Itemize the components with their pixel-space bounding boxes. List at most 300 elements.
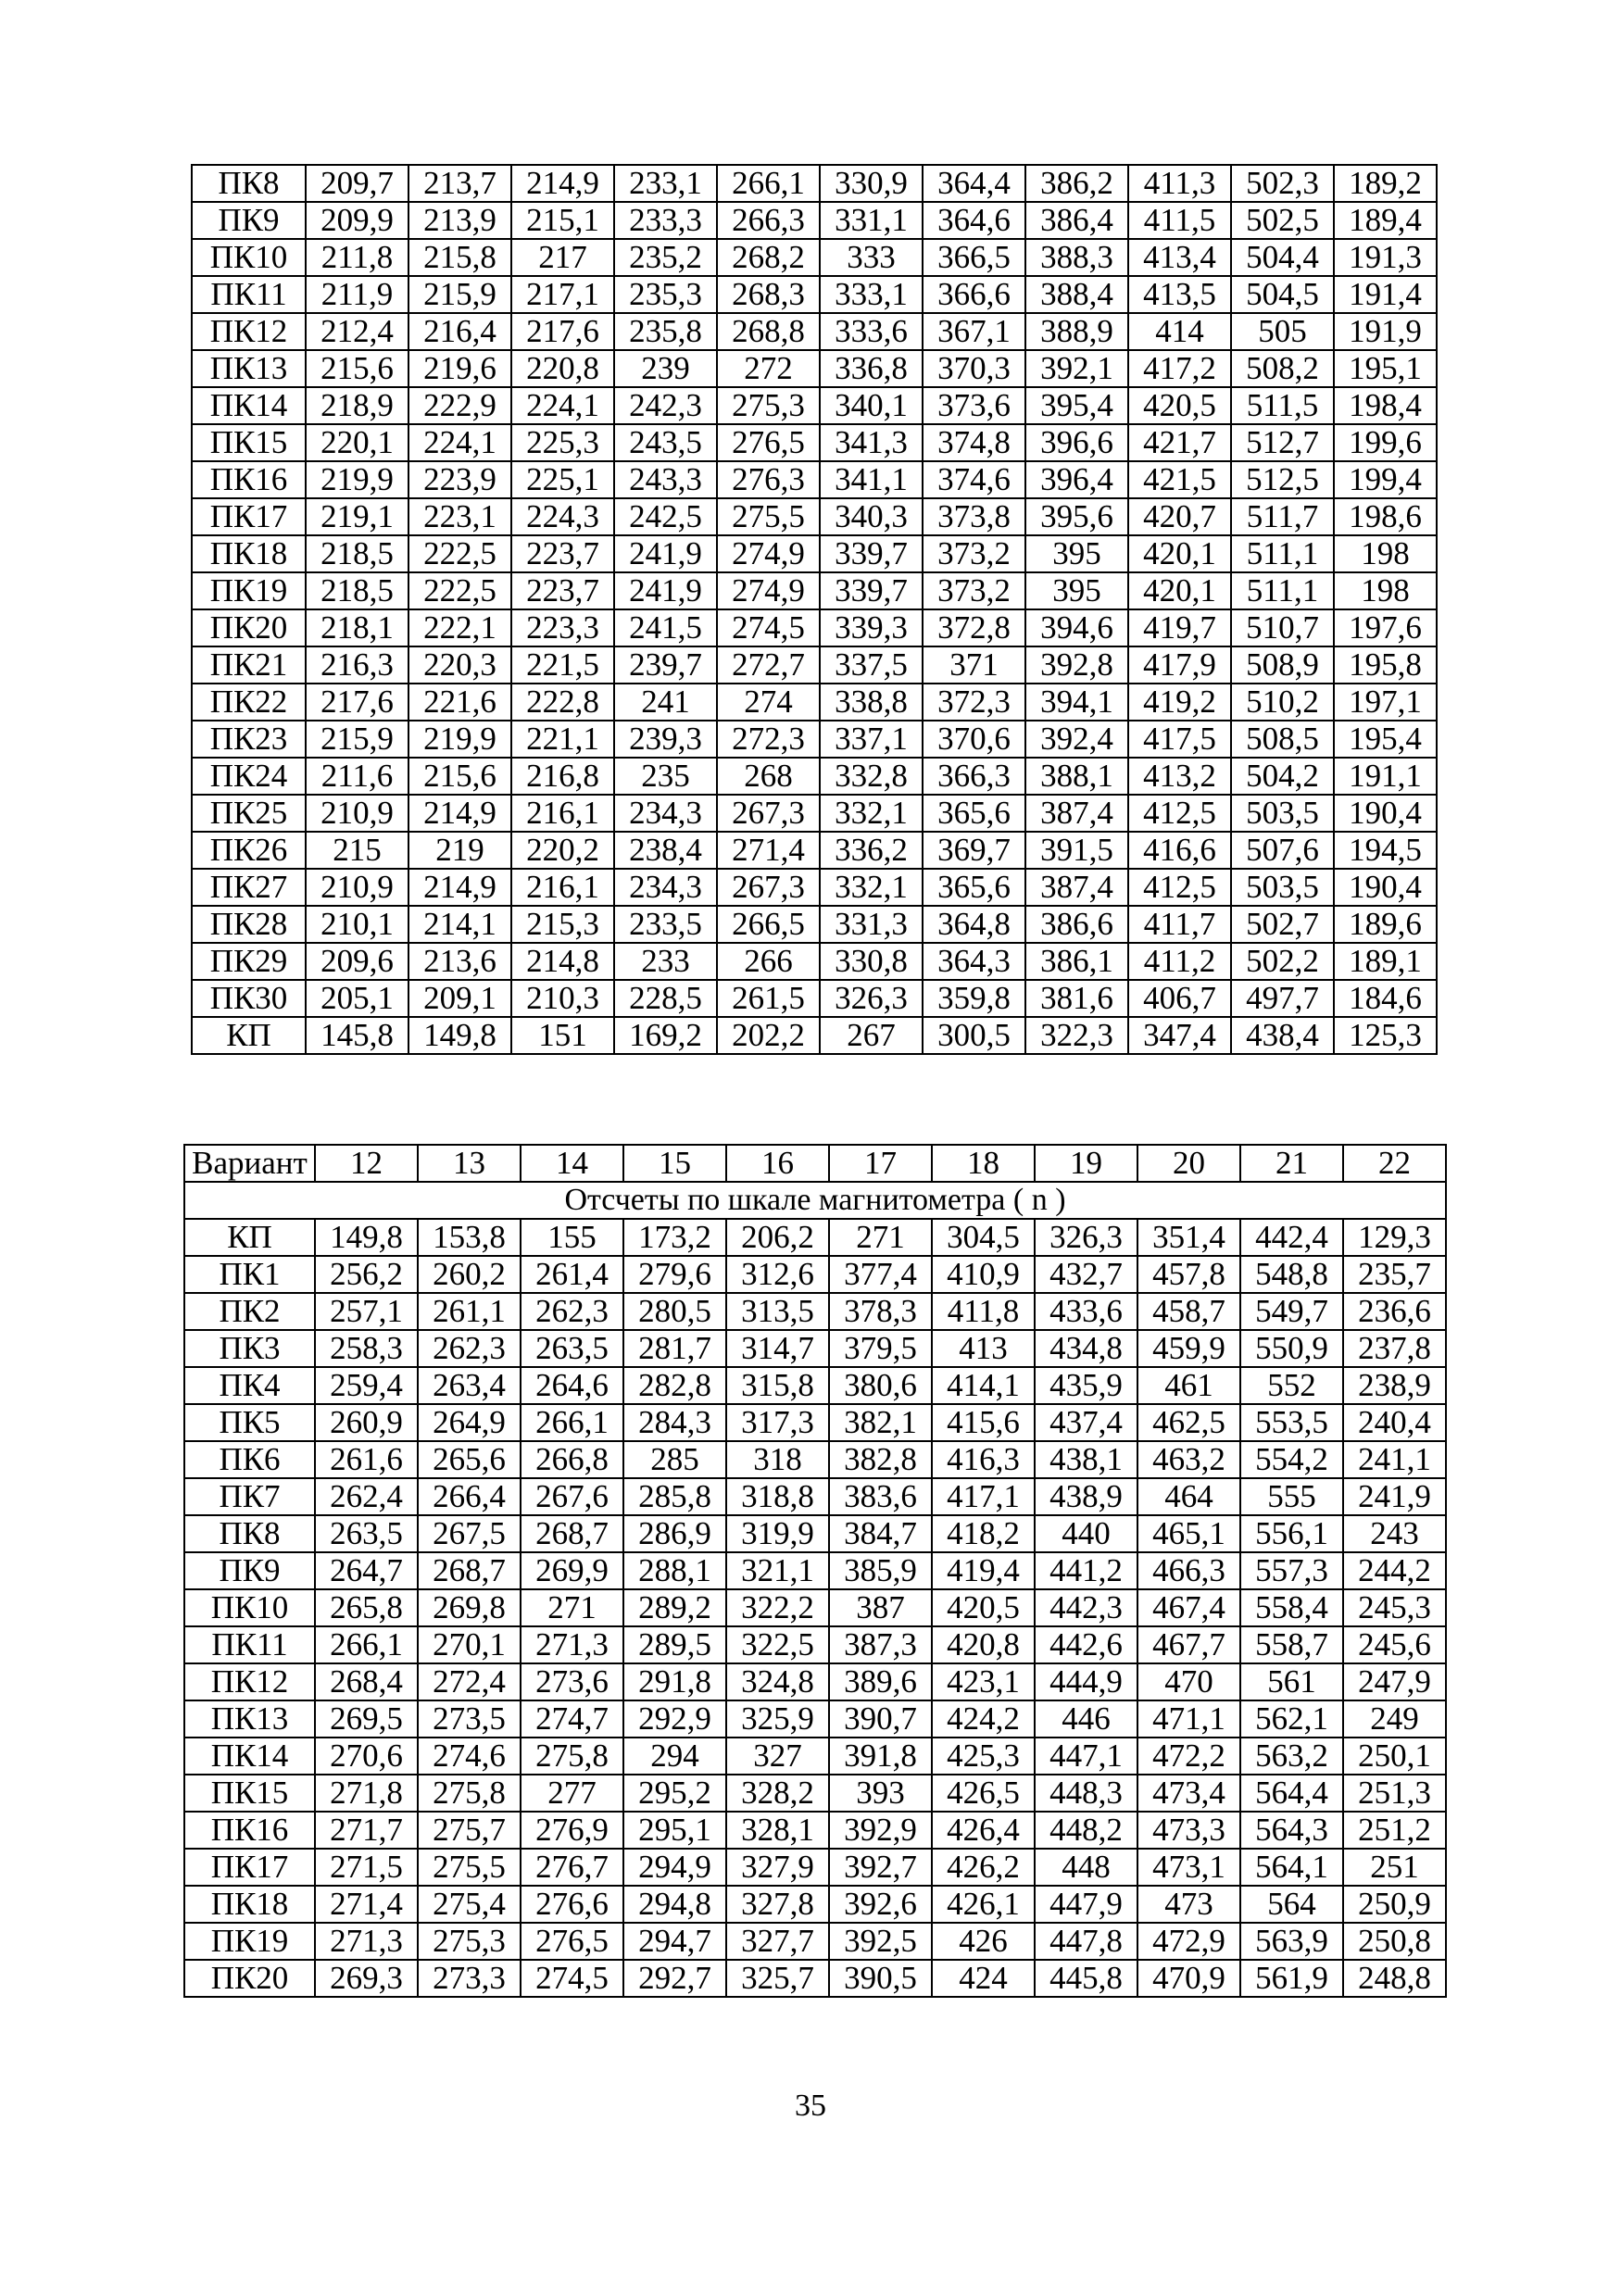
variant-number-cell: 21 xyxy=(1240,1145,1343,1182)
value-cell: 215,9 xyxy=(408,276,511,313)
row-label-cell: ПК9 xyxy=(184,1552,315,1589)
value-cell: 270,1 xyxy=(418,1626,521,1663)
value-cell: 274,5 xyxy=(717,609,820,646)
value-cell: 275,8 xyxy=(418,1775,521,1812)
value-cell: 205,1 xyxy=(306,980,408,1017)
value-cell: 421,7 xyxy=(1128,424,1231,461)
value-cell: 336,8 xyxy=(820,350,923,387)
value-cell: 211,8 xyxy=(306,239,408,276)
row-label-cell: ПК13 xyxy=(192,350,306,387)
value-cell: 365,6 xyxy=(923,795,1025,832)
value-cell: 276,7 xyxy=(521,1849,623,1886)
table-row xyxy=(184,1478,1446,1515)
value-cell: 262,4 xyxy=(315,1478,418,1515)
value-cell: 347,4 xyxy=(1128,1017,1231,1054)
value-cell: 271 xyxy=(829,1219,932,1256)
value-cell: 271,4 xyxy=(315,1886,418,1923)
table-row xyxy=(192,795,1437,832)
row-label-cell: ПК11 xyxy=(184,1626,315,1663)
value-cell: 313,5 xyxy=(726,1293,829,1330)
value-cell: 420,5 xyxy=(932,1589,1035,1626)
row-label-cell: ПК12 xyxy=(184,1663,315,1700)
value-cell: 414 xyxy=(1128,313,1231,350)
bottom-table-head xyxy=(184,1145,1446,1219)
value-cell: 265,6 xyxy=(418,1441,521,1478)
value-cell: 267 xyxy=(820,1017,923,1054)
value-cell: 550,9 xyxy=(1240,1330,1343,1367)
value-cell: 391,8 xyxy=(829,1738,932,1775)
value-cell: 275,4 xyxy=(418,1886,521,1923)
value-cell: 511,7 xyxy=(1231,498,1334,535)
value-cell: 497,7 xyxy=(1231,980,1334,1017)
value-cell: 275,3 xyxy=(717,387,820,424)
value-cell: 351,4 xyxy=(1137,1219,1240,1256)
value-cell: 420,7 xyxy=(1128,498,1231,535)
value-cell: 390,5 xyxy=(829,1960,932,1997)
value-cell: 241,9 xyxy=(614,572,717,609)
table-row xyxy=(184,1960,1446,1997)
value-cell: 511,1 xyxy=(1231,535,1334,572)
value-cell: 367,1 xyxy=(923,313,1025,350)
value-cell: 426 xyxy=(932,1923,1035,1960)
value-cell: 465,1 xyxy=(1137,1515,1240,1552)
row-label-cell: ПК18 xyxy=(192,535,306,572)
value-cell: 330,8 xyxy=(820,943,923,980)
value-cell: 261,5 xyxy=(717,980,820,1017)
value-cell: 321,1 xyxy=(726,1552,829,1589)
value-cell: 438,4 xyxy=(1231,1017,1334,1054)
table-row xyxy=(184,1812,1446,1849)
value-cell: 269,8 xyxy=(418,1589,521,1626)
value-cell: 209,6 xyxy=(306,943,408,980)
value-cell: 274,9 xyxy=(717,572,820,609)
value-cell: 272,3 xyxy=(717,721,820,758)
value-cell: 220,8 xyxy=(511,350,614,387)
value-cell: 412,5 xyxy=(1128,795,1231,832)
value-cell: 266,1 xyxy=(521,1404,623,1441)
value-cell: 395,6 xyxy=(1025,498,1128,535)
value-cell: 210,9 xyxy=(306,869,408,906)
row-label-cell: ПК16 xyxy=(192,461,306,498)
row-label-cell: ПК20 xyxy=(192,609,306,646)
value-cell: 195,1 xyxy=(1334,350,1437,387)
value-cell: 387,4 xyxy=(1025,795,1128,832)
value-cell: 257,1 xyxy=(315,1293,418,1330)
value-cell: 417,2 xyxy=(1128,350,1231,387)
value-cell: 294,7 xyxy=(623,1923,726,1960)
value-cell: 235,8 xyxy=(614,313,717,350)
value-cell: 219,9 xyxy=(408,721,511,758)
row-label-cell: ПК22 xyxy=(192,684,306,721)
table-row xyxy=(184,1441,1446,1478)
value-cell: 215,6 xyxy=(408,758,511,795)
value-cell: 322,5 xyxy=(726,1626,829,1663)
row-label-cell: ПК30 xyxy=(192,980,306,1017)
value-cell: 215,8 xyxy=(408,239,511,276)
value-cell: 289,2 xyxy=(623,1589,726,1626)
value-cell: 268,2 xyxy=(717,239,820,276)
value-cell: 388,9 xyxy=(1025,313,1128,350)
value-cell: 222,5 xyxy=(408,572,511,609)
value-cell: 266,5 xyxy=(717,906,820,943)
value-cell: 420,8 xyxy=(932,1626,1035,1663)
value-cell: 387,4 xyxy=(1025,869,1128,906)
value-cell: 549,7 xyxy=(1240,1293,1343,1330)
value-cell: 341,1 xyxy=(820,461,923,498)
value-cell: 263,5 xyxy=(521,1330,623,1367)
value-cell: 224,1 xyxy=(408,424,511,461)
value-cell: 250,8 xyxy=(1343,1923,1446,1960)
value-cell: 219,6 xyxy=(408,350,511,387)
value-cell: 275,8 xyxy=(521,1738,623,1775)
value-cell: 419,2 xyxy=(1128,684,1231,721)
value-cell: 406,7 xyxy=(1128,980,1231,1017)
value-cell: 211,9 xyxy=(306,276,408,313)
value-cell: 332,8 xyxy=(820,758,923,795)
value-cell: 235,3 xyxy=(614,276,717,313)
value-cell: 558,7 xyxy=(1240,1626,1343,1663)
value-cell: 327 xyxy=(726,1738,829,1775)
value-cell: 432,7 xyxy=(1035,1256,1137,1293)
value-cell: 271,7 xyxy=(315,1812,418,1849)
value-cell: 420,5 xyxy=(1128,387,1231,424)
value-cell: 282,8 xyxy=(623,1367,726,1404)
value-cell: 215,6 xyxy=(306,350,408,387)
value-cell: 445,8 xyxy=(1035,1960,1137,1997)
value-cell: 364,3 xyxy=(923,943,1025,980)
value-cell: 259,4 xyxy=(315,1367,418,1404)
value-cell: 504,5 xyxy=(1231,276,1334,313)
table-caption: Отсчеты по шкале магнитометра ( n ) xyxy=(184,1182,1446,1219)
row-label-cell: ПК17 xyxy=(184,1849,315,1886)
row-label-cell: ПК16 xyxy=(184,1812,315,1849)
value-cell: 392,8 xyxy=(1025,646,1128,684)
value-cell: 366,3 xyxy=(923,758,1025,795)
value-cell: 149,8 xyxy=(315,1219,418,1256)
value-cell: 210,9 xyxy=(306,795,408,832)
value-cell: 271,3 xyxy=(521,1626,623,1663)
value-cell: 268,7 xyxy=(521,1515,623,1552)
value-cell: 447,9 xyxy=(1035,1886,1137,1923)
value-cell: 395,4 xyxy=(1025,387,1128,424)
value-cell: 327,7 xyxy=(726,1923,829,1960)
value-cell: 372,3 xyxy=(923,684,1025,721)
value-cell: 377,4 xyxy=(829,1256,932,1293)
value-cell: 341,3 xyxy=(820,424,923,461)
value-cell: 411,7 xyxy=(1128,906,1231,943)
row-label-cell: ПК19 xyxy=(184,1923,315,1960)
value-cell: 240,4 xyxy=(1343,1404,1446,1441)
value-cell: 448,3 xyxy=(1035,1775,1137,1812)
value-cell: 374,6 xyxy=(923,461,1025,498)
table-row xyxy=(184,1626,1446,1663)
value-cell: 261,6 xyxy=(315,1441,418,1478)
value-cell: 242,3 xyxy=(614,387,717,424)
value-cell: 275,3 xyxy=(418,1923,521,1960)
bottom-readings-table xyxy=(183,1144,1447,1998)
value-cell: 272,4 xyxy=(418,1663,521,1700)
value-cell: 277 xyxy=(521,1775,623,1812)
value-cell: 219,1 xyxy=(306,498,408,535)
table-row xyxy=(192,239,1437,276)
value-cell: 396,6 xyxy=(1025,424,1128,461)
value-cell: 322,3 xyxy=(1025,1017,1128,1054)
value-cell: 276,5 xyxy=(717,424,820,461)
row-label-cell: ПК12 xyxy=(192,313,306,350)
value-cell: 216,3 xyxy=(306,646,408,684)
value-cell: 364,8 xyxy=(923,906,1025,943)
value-cell: 260,9 xyxy=(315,1404,418,1441)
value-cell: 218,9 xyxy=(306,387,408,424)
value-cell: 503,5 xyxy=(1231,795,1334,832)
table-row xyxy=(192,646,1437,684)
value-cell: 382,1 xyxy=(829,1404,932,1441)
value-cell: 263,4 xyxy=(418,1367,521,1404)
value-cell: 561,9 xyxy=(1240,1960,1343,1997)
caption-row xyxy=(184,1182,1446,1219)
value-cell: 473,3 xyxy=(1137,1812,1240,1849)
value-cell: 502,3 xyxy=(1231,165,1334,202)
value-cell: 473,4 xyxy=(1137,1775,1240,1812)
value-cell: 417,9 xyxy=(1128,646,1231,684)
value-cell: 504,2 xyxy=(1231,758,1334,795)
value-cell: 266 xyxy=(717,943,820,980)
value-cell: 206,2 xyxy=(726,1219,829,1256)
value-cell: 470,9 xyxy=(1137,1960,1240,1997)
value-cell: 235 xyxy=(614,758,717,795)
value-cell: 512,5 xyxy=(1231,461,1334,498)
value-cell: 258,3 xyxy=(315,1330,418,1367)
value-cell: 365,6 xyxy=(923,869,1025,906)
value-cell: 467,4 xyxy=(1137,1589,1240,1626)
table-row xyxy=(184,1663,1446,1700)
value-cell: 373,2 xyxy=(923,535,1025,572)
value-cell: 235,2 xyxy=(614,239,717,276)
value-cell: 392,5 xyxy=(829,1923,932,1960)
value-cell: 322,2 xyxy=(726,1589,829,1626)
value-cell: 197,6 xyxy=(1334,609,1437,646)
value-cell: 211,6 xyxy=(306,758,408,795)
value-cell: 190,4 xyxy=(1334,869,1437,906)
row-label-cell: ПК6 xyxy=(184,1441,315,1478)
value-cell: 274,5 xyxy=(521,1960,623,1997)
table-row xyxy=(184,1404,1446,1441)
value-cell: 473,1 xyxy=(1137,1849,1240,1886)
value-cell: 285 xyxy=(623,1441,726,1478)
row-label-cell: ПК13 xyxy=(184,1700,315,1738)
value-cell: 214,9 xyxy=(511,165,614,202)
value-cell: 248,8 xyxy=(1343,1960,1446,1997)
value-cell: 214,1 xyxy=(408,906,511,943)
bottom-table-body xyxy=(184,1219,1446,1997)
value-cell: 264,9 xyxy=(418,1404,521,1441)
value-cell: 557,3 xyxy=(1240,1552,1343,1589)
row-label-cell: ПК10 xyxy=(192,239,306,276)
page-number: 35 xyxy=(795,2089,826,2123)
table-row xyxy=(184,1849,1446,1886)
row-label-cell: ПК21 xyxy=(192,646,306,684)
value-cell: 222,5 xyxy=(408,535,511,572)
row-label-cell: ПК26 xyxy=(192,832,306,869)
value-cell: 215,1 xyxy=(511,202,614,239)
value-cell: 564,4 xyxy=(1240,1775,1343,1812)
value-cell: 442,3 xyxy=(1035,1589,1137,1626)
value-cell: 564 xyxy=(1240,1886,1343,1923)
value-cell: 395 xyxy=(1025,535,1128,572)
value-cell: 473 xyxy=(1137,1886,1240,1923)
value-cell: 511,5 xyxy=(1231,387,1334,424)
variant-label-cell: Вариант xyxy=(184,1145,315,1182)
value-cell: 442,6 xyxy=(1035,1626,1137,1663)
value-cell: 202,2 xyxy=(717,1017,820,1054)
value-cell: 272,7 xyxy=(717,646,820,684)
value-cell: 273,5 xyxy=(418,1700,521,1738)
value-cell: 275,7 xyxy=(418,1812,521,1849)
value-cell: 194,5 xyxy=(1334,832,1437,869)
value-cell: 221,1 xyxy=(511,721,614,758)
value-cell: 267,3 xyxy=(717,869,820,906)
value-cell: 217 xyxy=(511,239,614,276)
value-cell: 502,5 xyxy=(1231,202,1334,239)
variant-number-cell: 15 xyxy=(623,1145,726,1182)
value-cell: 249 xyxy=(1343,1700,1446,1738)
value-cell: 233,3 xyxy=(614,202,717,239)
value-cell: 413 xyxy=(932,1330,1035,1367)
value-cell: 216,1 xyxy=(511,869,614,906)
value-cell: 149,8 xyxy=(408,1017,511,1054)
value-cell: 324,8 xyxy=(726,1663,829,1700)
value-cell: 155 xyxy=(521,1219,623,1256)
value-cell: 386,4 xyxy=(1025,202,1128,239)
value-cell: 268 xyxy=(717,758,820,795)
value-cell: 222,1 xyxy=(408,609,511,646)
value-cell: 129,3 xyxy=(1343,1219,1446,1256)
value-cell: 395 xyxy=(1025,572,1128,609)
table-row xyxy=(184,1515,1446,1552)
value-cell: 338,8 xyxy=(820,684,923,721)
value-cell: 222,9 xyxy=(408,387,511,424)
value-cell: 189,2 xyxy=(1334,165,1437,202)
table-row xyxy=(192,758,1437,795)
value-cell: 209,9 xyxy=(306,202,408,239)
value-cell: 387 xyxy=(829,1589,932,1626)
row-label-cell: КП xyxy=(184,1219,315,1256)
value-cell: 238,9 xyxy=(1343,1367,1446,1404)
table-row xyxy=(192,609,1437,646)
value-cell: 233,1 xyxy=(614,165,717,202)
value-cell: 261,4 xyxy=(521,1256,623,1293)
value-cell: 269,3 xyxy=(315,1960,418,1997)
value-cell: 274,9 xyxy=(717,535,820,572)
value-cell: 340,3 xyxy=(820,498,923,535)
table-row xyxy=(192,461,1437,498)
value-cell: 336,2 xyxy=(820,832,923,869)
value-cell: 442,4 xyxy=(1240,1219,1343,1256)
table-row xyxy=(184,1552,1446,1589)
value-cell: 438,1 xyxy=(1035,1441,1137,1478)
value-cell: 251,3 xyxy=(1343,1775,1446,1812)
value-cell: 267,5 xyxy=(418,1515,521,1552)
row-label-cell: ПК10 xyxy=(184,1589,315,1626)
value-cell: 234,3 xyxy=(614,869,717,906)
value-cell: 262,3 xyxy=(521,1293,623,1330)
value-cell: 388,1 xyxy=(1025,758,1128,795)
value-cell: 461 xyxy=(1137,1367,1240,1404)
value-cell: 396,4 xyxy=(1025,461,1128,498)
value-cell: 364,6 xyxy=(923,202,1025,239)
value-cell: 266,3 xyxy=(717,202,820,239)
value-cell: 281,7 xyxy=(623,1330,726,1367)
value-cell: 189,6 xyxy=(1334,906,1437,943)
value-cell: 191,4 xyxy=(1334,276,1437,313)
value-cell: 426,2 xyxy=(932,1849,1035,1886)
variant-number-cell: 19 xyxy=(1035,1145,1137,1182)
value-cell: 502,2 xyxy=(1231,943,1334,980)
value-cell: 314,7 xyxy=(726,1330,829,1367)
value-cell: 271,8 xyxy=(315,1775,418,1812)
value-cell: 446 xyxy=(1035,1700,1137,1738)
value-cell: 295,1 xyxy=(623,1812,726,1849)
table-row xyxy=(192,313,1437,350)
value-cell: 267,6 xyxy=(521,1478,623,1515)
row-label-cell: ПК19 xyxy=(192,572,306,609)
value-cell: 220,2 xyxy=(511,832,614,869)
value-cell: 315,8 xyxy=(726,1367,829,1404)
value-cell: 327,9 xyxy=(726,1849,829,1886)
value-cell: 378,3 xyxy=(829,1293,932,1330)
value-cell: 410,9 xyxy=(932,1256,1035,1293)
row-label-cell: ПК20 xyxy=(184,1960,315,1997)
table-row xyxy=(184,1738,1446,1775)
value-cell: 471,1 xyxy=(1137,1700,1240,1738)
value-cell: 209,7 xyxy=(306,165,408,202)
row-label-cell: ПК24 xyxy=(192,758,306,795)
value-cell: 389,6 xyxy=(829,1663,932,1700)
value-cell: 220,1 xyxy=(306,424,408,461)
value-cell: 318 xyxy=(726,1441,829,1478)
table-row xyxy=(192,165,1437,202)
value-cell: 284,3 xyxy=(623,1404,726,1441)
table-row xyxy=(184,1923,1446,1960)
value-cell: 213,9 xyxy=(408,202,511,239)
value-cell: 331,3 xyxy=(820,906,923,943)
value-cell: 464 xyxy=(1137,1478,1240,1515)
table-row xyxy=(192,535,1437,572)
value-cell: 274,6 xyxy=(418,1738,521,1775)
value-cell: 380,6 xyxy=(829,1367,932,1404)
value-cell: 388,4 xyxy=(1025,276,1128,313)
table-row xyxy=(192,1017,1437,1054)
value-cell: 370,6 xyxy=(923,721,1025,758)
value-cell: 413,5 xyxy=(1128,276,1231,313)
value-cell: 548,8 xyxy=(1240,1256,1343,1293)
table-row xyxy=(192,572,1437,609)
value-cell: 218,5 xyxy=(306,535,408,572)
value-cell: 250,9 xyxy=(1343,1886,1446,1923)
value-cell: 470 xyxy=(1137,1663,1240,1700)
value-cell: 384,7 xyxy=(829,1515,932,1552)
value-cell: 294 xyxy=(623,1738,726,1775)
value-cell: 411,8 xyxy=(932,1293,1035,1330)
value-cell: 327,8 xyxy=(726,1886,829,1923)
value-cell: 184,6 xyxy=(1334,980,1437,1017)
value-cell: 472,9 xyxy=(1137,1923,1240,1960)
value-cell: 266,4 xyxy=(418,1478,521,1515)
value-cell: 223,7 xyxy=(511,572,614,609)
value-cell: 191,3 xyxy=(1334,239,1437,276)
value-cell: 225,1 xyxy=(511,461,614,498)
value-cell: 382,8 xyxy=(829,1441,932,1478)
